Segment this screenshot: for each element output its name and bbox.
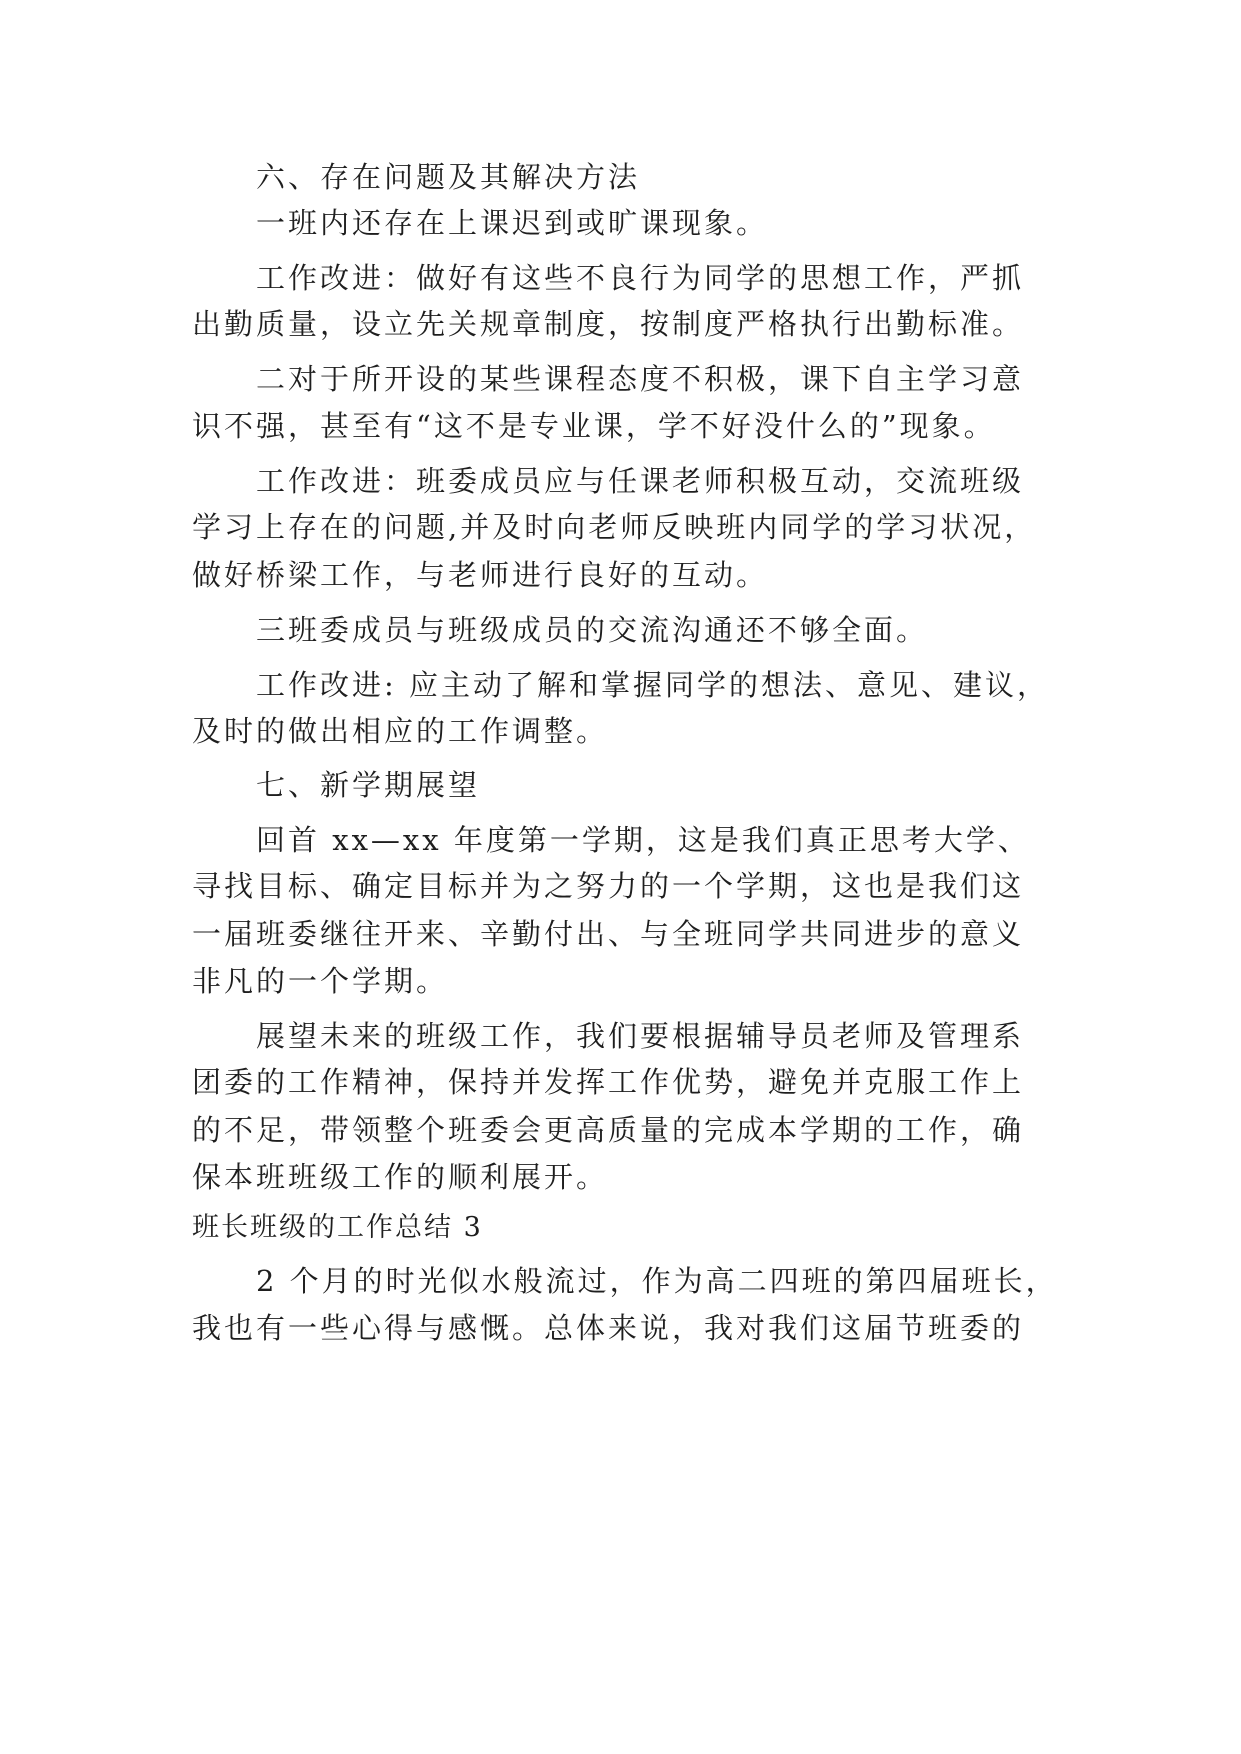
paragraph-line: 三班委成员与班级成员的交流沟通还不够全面。 xyxy=(256,613,929,647)
paragraph-line: 非凡的一个学期。 xyxy=(192,964,449,998)
paragraph-line: 识不强，甚至有“这不是专业课，学不好没什么的”现象。 xyxy=(192,409,996,443)
section-heading-problems: 六、存在问题及其解决方法 xyxy=(256,160,641,194)
paragraph-line: 保本班班级工作的顺利展开。 xyxy=(192,1160,609,1194)
paragraph-line: 回首 xx—xx 年度第一学期，这是我们真正思考大学、 xyxy=(256,823,1030,857)
paragraph-line: 工作改进：班委成员应与任课老师积极互动，交流班级 xyxy=(256,464,1025,498)
paragraph-line: 二对于所开设的某些课程态度不积极，课下自主学习意 xyxy=(256,362,1025,396)
paragraph-line: 一班内还存在上课迟到或旷课现象。 xyxy=(256,206,769,240)
paragraph-line: 出勤质量，设立先关规章制度，按制度严格执行出勤标准。 xyxy=(192,307,1025,341)
paragraph-line: 我也有一些心得与感慨。总体来说，我对我们这届节班委的 xyxy=(192,1311,1025,1345)
section-heading-outlook: 七、新学期展望 xyxy=(256,768,481,802)
paragraph-line: 一届班委继往开来、辛勤付出、与全班同学共同进步的意义 xyxy=(192,917,1025,951)
paragraph-line: 学习上存在的问题,并及时向老师反映班内同学的学习状况， xyxy=(192,510,1037,544)
paragraph-line: 做好桥梁工作，与老师进行良好的互动。 xyxy=(192,558,769,592)
paragraph-line: 工作改进：做好有这些不良行为同学的思想工作，严抓 xyxy=(256,261,1025,295)
paragraph-line: 寻找目标、确定目标并为之努力的一个学期，这也是我们这 xyxy=(192,869,1025,903)
paragraph-line: 工作改进: 应主动了解和掌握同学的想法、意见、建议， xyxy=(256,668,1049,702)
paragraph-line: 及时的做出相应的工作调整。 xyxy=(192,714,609,748)
paragraph-line: 团委的工作精神，保持并发挥工作优势，避免并克服工作上 xyxy=(192,1065,1025,1099)
paragraph-line: 的不足，带领整个班委会更高质量的完成本学期的工作，确 xyxy=(192,1113,1025,1147)
paragraph-line: 展望未来的班级工作，我们要根据辅导员老师及管理系 xyxy=(256,1019,1025,1053)
paragraph-line: 2 个月的时光似水般流过，作为高二四班的第四届班长， xyxy=(256,1264,1058,1298)
article-title: 班长班级的工作总结 3 xyxy=(192,1212,483,1243)
